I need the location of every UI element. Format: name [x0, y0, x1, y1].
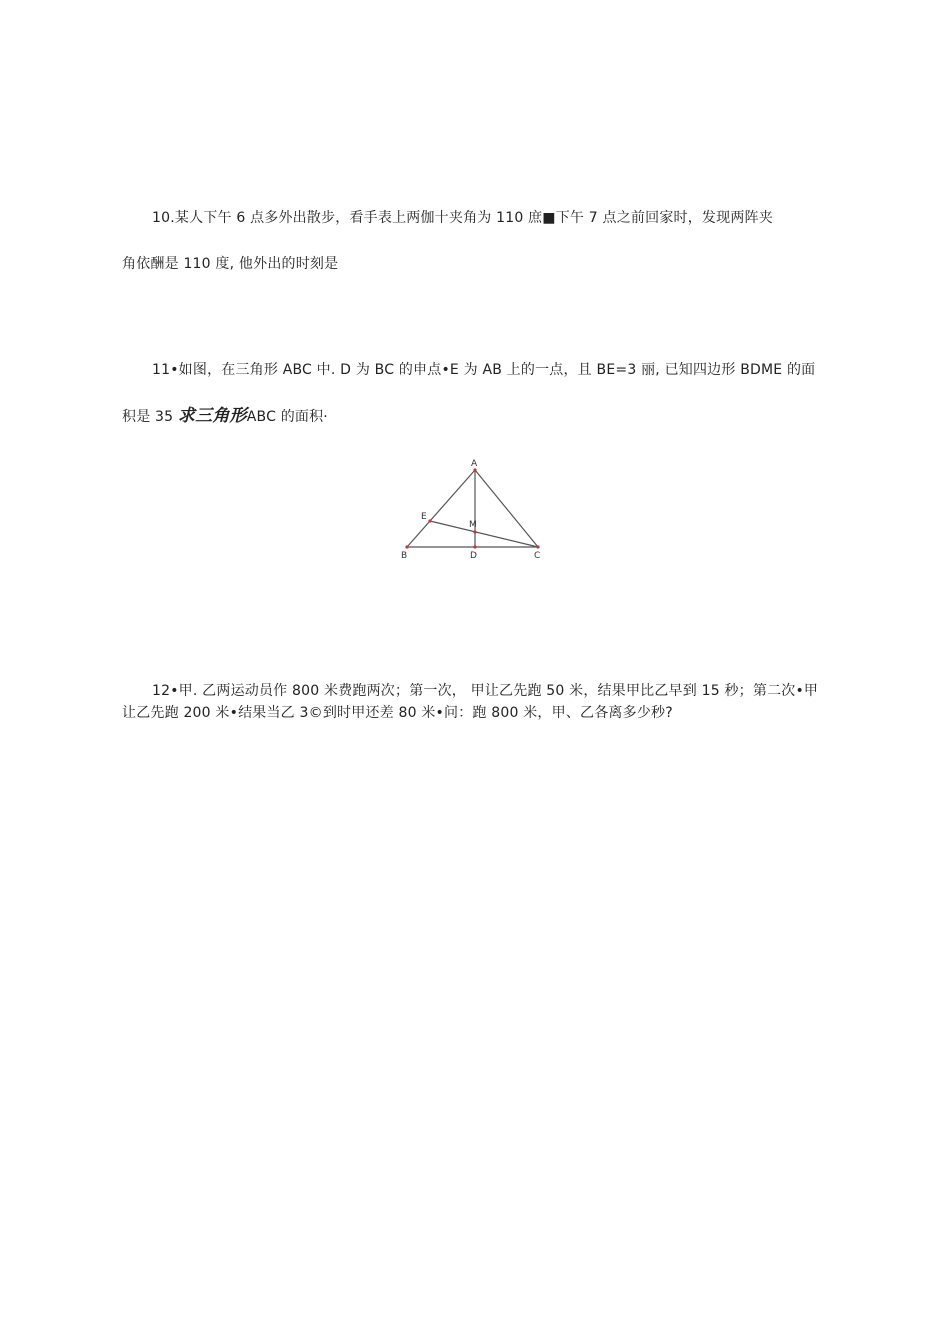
problem-11-line-2-end: ABC 的面积· [246, 409, 328, 425]
figure-points [405, 468, 539, 548]
segment-ac [475, 470, 538, 547]
problem-10-line-1: 10.某人下午 6 点多外出散步，看手表上两伽十夹角为 110 庶■下午 7 点之前回家时，发现两阵夹 [152, 210, 773, 226]
label-c: C [534, 551, 541, 561]
problem-11-line-2-start: 积是 35 [122, 409, 178, 425]
point-c [536, 545, 539, 548]
problem-12-line-2: 让乙先跑 200 米•结果当乙 3©到时甲还差 80 米•问：跑 800 米，甲、乙各离多少秒? [122, 705, 673, 721]
point-d [473, 545, 476, 548]
label-m: M [469, 520, 477, 530]
point-b [405, 545, 408, 548]
problem-11-line-2 [122, 406, 328, 427]
label-b: B [401, 551, 408, 561]
label-a: A [471, 459, 478, 469]
label-e: E [421, 512, 427, 522]
point-m [473, 530, 476, 533]
problem-11-line-1: 11•如图，在三角形 ABC 中. D 为 BC 的申点•E 为 AB 上的一点，且 BE=3 丽, 已知四边形 BDME 的面 [152, 362, 816, 378]
problem-11-emphasis: 求三角形 [177, 406, 247, 426]
triangle-figure [396, 454, 556, 564]
segment-ab [407, 470, 475, 547]
point-e [428, 519, 431, 522]
figure-lines [407, 470, 538, 547]
segment-ec [430, 521, 538, 547]
problem-12-line-1: 12•甲. 乙两运动员作 800 米费跑两次；第一次， 甲让乙先跑 50 米，结果甲比乙早到 15 秒；第二次•甲 [152, 683, 819, 699]
label-d: D [470, 551, 477, 561]
problem-10-line-2: 角依酬是 110 度, 他外出的时刻是 [122, 256, 339, 272]
